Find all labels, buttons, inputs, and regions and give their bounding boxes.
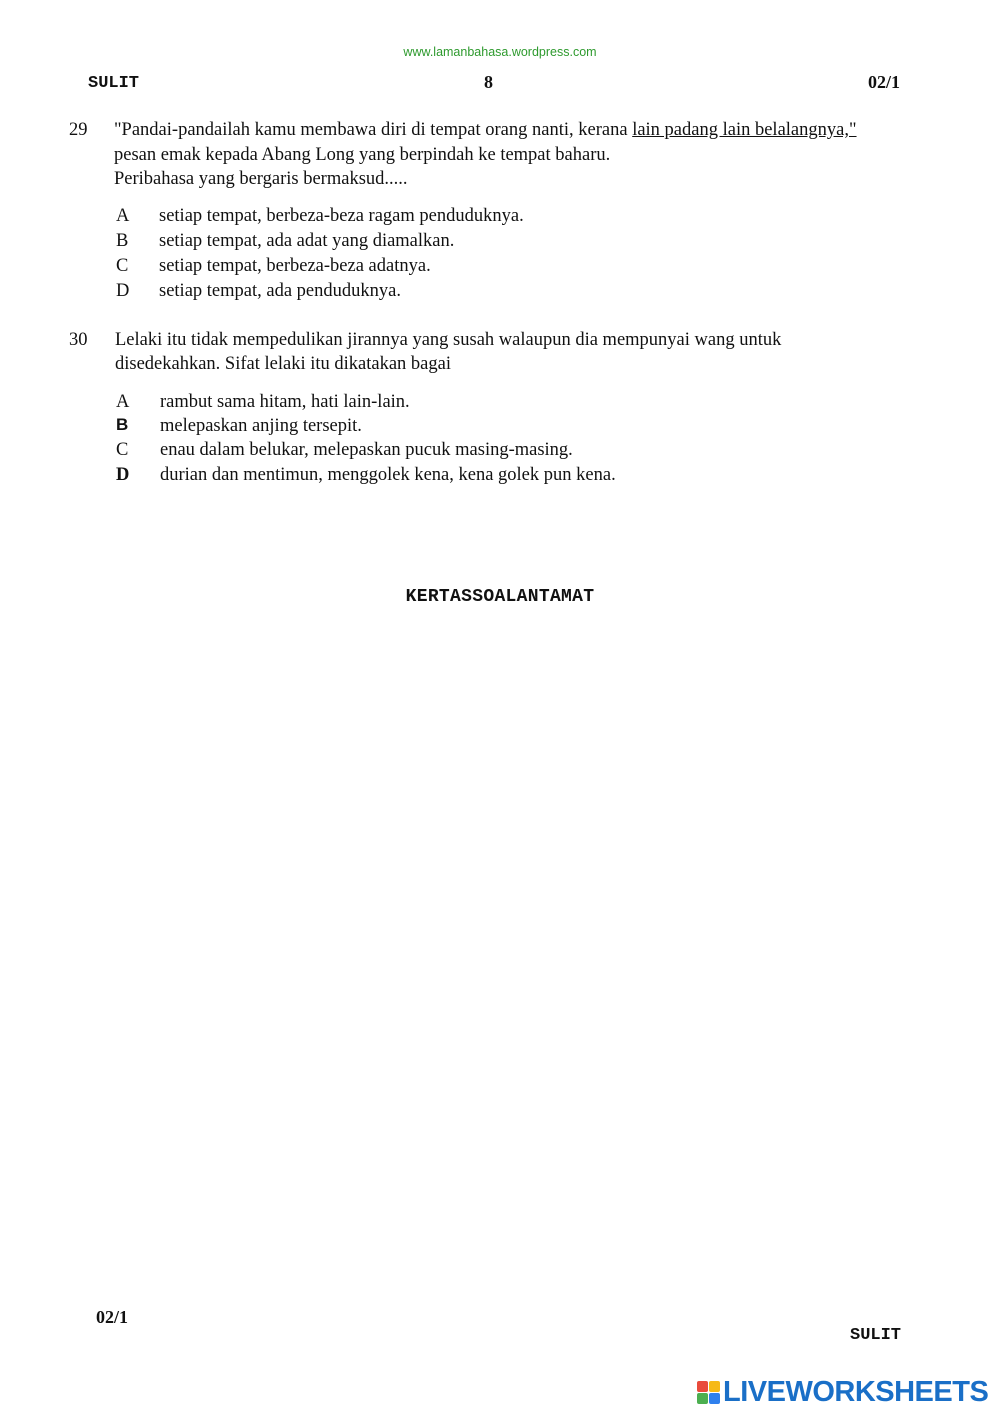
logo-tile [697,1381,708,1392]
source-url[interactable]: www.lamanbahasa.wordpress.com [403,45,597,59]
option-text[interactable]: setiap tempat, berbeza-beza adatnya. [159,256,431,276]
end-of-paper: KERTASSOALANTAMAT [405,587,595,607]
option-text[interactable]: enau dalam belukar, melepaskan pucuk masing-masing. [160,440,573,460]
question-stem-line: pesan emak kepada Abang Long yang berpindah ke tempat baharu. [114,145,611,165]
logo-tile [709,1393,720,1404]
question-stem-line: Peribahasa yang bergaris bermaksud..... [114,169,408,189]
option-letter: A [116,392,130,412]
question-stem-line: disedekahkan. Sifat lelaki itu dikatakan bagai [115,354,451,374]
header-classification: SULIT [88,74,140,93]
watermark-text: LIVEWORKSHEETS [723,1376,989,1408]
question-stem-line [114,118,857,142]
option-letter: B [116,415,129,434]
question-number: 30 [69,330,88,350]
option-letter: C [116,440,129,460]
option-text[interactable]: melepaskan anjing tersepit. [160,416,362,436]
option-letter: D [116,281,130,301]
logo-tile [709,1381,720,1392]
option-text[interactable]: setiap tempat, berbeza-beza ragam penduduknya. [159,206,524,226]
stem-text: "Pandai-pandailah kamu membawa diri di tempat orang nanti, kerana [114,120,633,140]
option-letter: C [116,256,129,276]
underlined-proverb: lain padang lain belalangnya," [632,120,857,140]
footer-classification: SULIT [850,1326,902,1345]
question-number: 29 [69,120,88,140]
option-text[interactable]: rambut sama hitam, hati lain-lain. [160,392,410,412]
option-letter: A [116,206,130,226]
liveworksheets-logo-icon [697,1381,720,1404]
liveworksheets-watermark[interactable] [697,1376,988,1409]
option-text[interactable]: setiap tempat, ada adat yang diamalkan. [159,231,455,251]
option-text[interactable]: setiap tempat, ada penduduknya. [159,281,401,301]
question-stem-line: Lelaki itu tidak mempedulikan jirannya yang susah walaupun dia mempunyai wang untuk [115,330,782,350]
page-number: 8 [484,72,493,92]
option-letter: B [116,231,129,251]
option-letter: D [116,465,130,485]
paper-code: 02/1 [868,72,901,92]
option-text[interactable]: durian dan mentimun, menggolek kena, kena golek pun kena. [160,465,616,485]
logo-tile [697,1393,708,1404]
footer-paper-code: 02/1 [96,1307,129,1327]
